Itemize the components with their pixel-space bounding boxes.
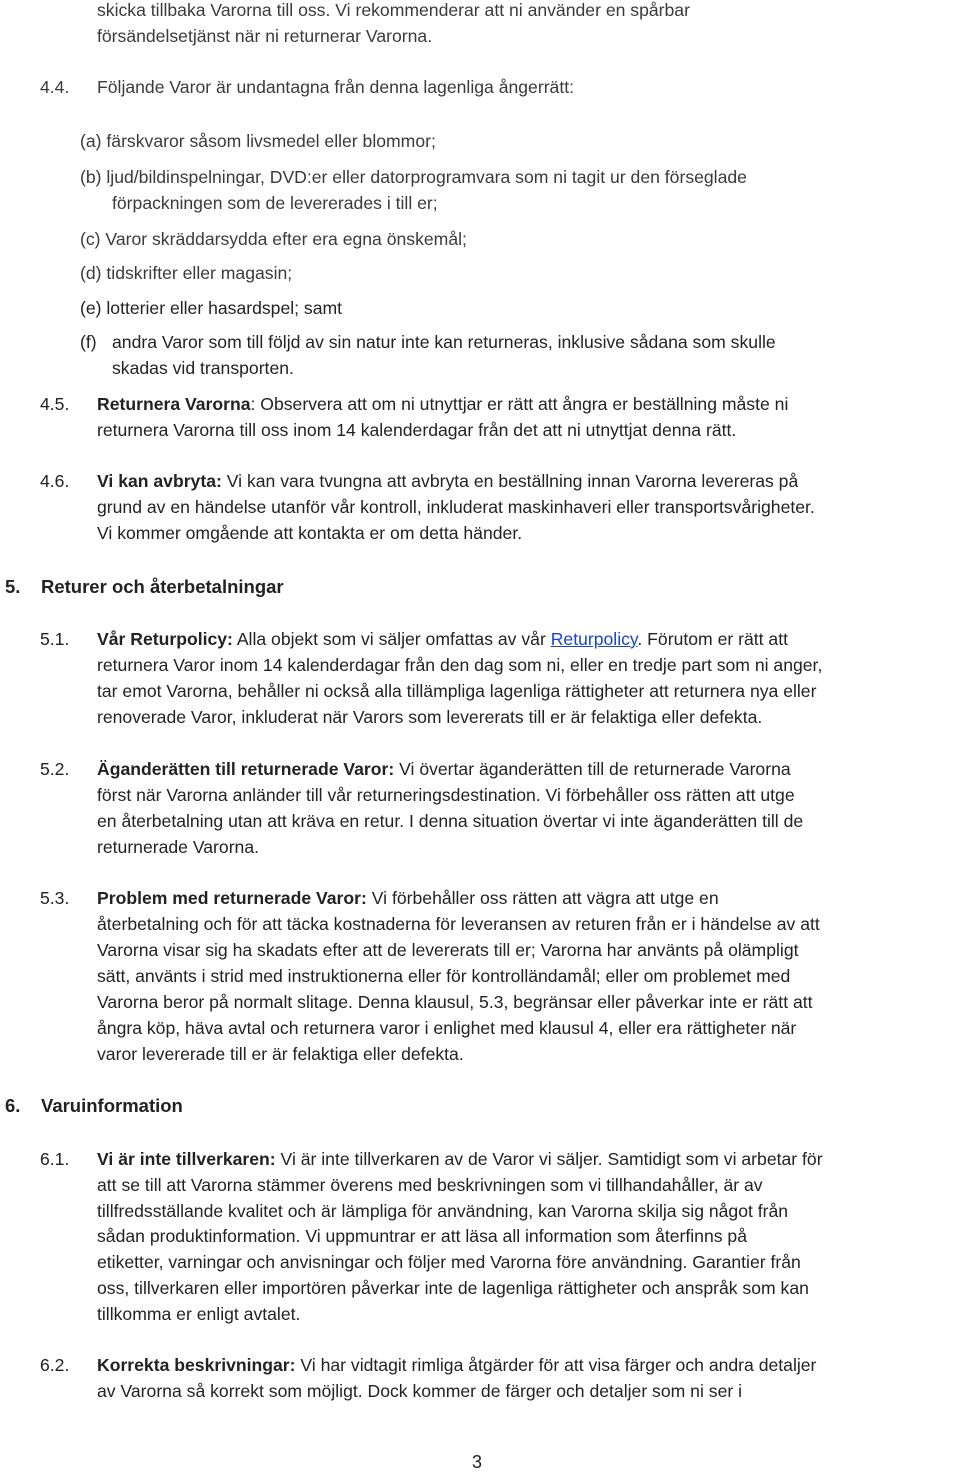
section-5-2-title: Äganderätten till returnerade Varor:	[97, 759, 395, 779]
list-item-f-line-1: andra Varor som till följd av sin natur inte kan returneras, inklusive sådana som skulle	[112, 332, 776, 352]
list-item-b-line-1: (b) ljud/bildinspelningar, DVD:er eller datorprogramvara som ni tagit ur den förseglade	[80, 167, 747, 187]
section-4-4-number: 4.4.	[40, 77, 70, 97]
section-5-1-text-1a: Alla objekt som vi säljer omfattas av vår	[232, 629, 551, 649]
section-6-1-line-6: oss, tillverkaren eller importören påverkar inte de lagenliga rättigheter och anspråk som kan	[97, 1278, 809, 1298]
section-5-3-line-5: Varorna beror på normalt slitage. Denna klausul, 5.3, begränsar eller påverkar inte er rätt att	[97, 992, 813, 1012]
section-5-1-line-1	[97, 627, 788, 653]
section-6-1-line-5: etiketter, varningar och anvisningar och följer med Varorna före användning. Garantier från	[97, 1252, 801, 1272]
page-number: 3	[472, 1452, 483, 1472]
list-item-f-label: (f)	[80, 332, 97, 352]
section-5-3-line-6: ångra köp, häva avtal och returnera varor i enlighet med klausul 4, eller era rättigheter när	[97, 1018, 797, 1038]
heading-6-number: 6.	[5, 1095, 21, 1116]
section-4-5-number: 4.5.	[40, 394, 70, 414]
section-6-2-number: 6.2.	[40, 1355, 70, 1375]
section-6-2-line-2: av Varorna så korrekt som möjligt. Dock kommer de färger och detaljer som ni ser i	[97, 1381, 743, 1401]
section-5-2-text-1: Vi övertar äganderätten till de returnerade Varorna	[394, 759, 791, 779]
section-6-1-text-1: Vi är inte tillverkaren av de Varor vi säljer. Samtidigt som vi arbetar för	[275, 1149, 823, 1169]
section-5-3-line-7: varor levererade till er är felaktiga eller defekta.	[97, 1044, 464, 1064]
section-6-2-title: Korrekta beskrivningar:	[97, 1355, 296, 1375]
heading-5-number: 5.	[5, 576, 21, 597]
section-4-6-title: Vi kan avbryta:	[97, 471, 222, 491]
section-4-4-lead: Följande Varor är undantagna från denna lagenliga ångerrätt:	[97, 77, 574, 97]
heading-6-title: Varuinformation	[41, 1095, 183, 1116]
section-5-1-text-1b: . Förutom er rätt att	[637, 629, 788, 649]
section-4-5-title: Returnera Varorna	[97, 394, 251, 414]
section-6-1-line-2: att se till att Varorna stämmer överens med beskrivningen som vi tillhandahåller, är av	[97, 1175, 763, 1195]
section-5-1-number: 5.1.	[40, 629, 70, 649]
intro-line-2: försändelsetjänst när ni returnerar Varorna.	[97, 26, 433, 46]
section-4-6-line-2: grund av en händelse utanför vår kontroll, inkluderat maskinhaveri eller transportsvårigheter.	[97, 497, 815, 517]
section-4-6-line-1	[97, 469, 798, 495]
section-6-1-title: Vi är inte tillverkaren:	[97, 1149, 276, 1169]
section-5-3-line-1	[97, 886, 719, 912]
section-6-1-line-3: tillfredsställande kvalitet och är lämpliga för användning, kan Varorna skilja sig något från	[97, 1201, 789, 1221]
section-5-2-line-4: returnerade Varorna.	[97, 837, 260, 857]
intro-line-1: skicka tillbaka Varorna till oss. Vi rekommenderar att ni använder en spårbar	[97, 0, 690, 20]
section-5-2-number: 5.2.	[40, 759, 70, 779]
section-5-1-line-3: tar emot Varorna, behåller ni också alla tillämpliga lagenliga rättigheter att returnera nya eller	[97, 681, 817, 701]
section-5-1-line-2: returnera Varor inom 14 kalenderdagar från den dag som ni, eller en tredje part som ni anger,	[97, 655, 823, 675]
section-6-1-number: 6.1.	[40, 1149, 70, 1169]
section-6-2-text-1: Vi har vidtagit rimliga åtgärder för att visa färger och andra detaljer	[295, 1355, 817, 1375]
list-item-a: (a) färskvaror såsom livsmedel eller blommor;	[80, 131, 436, 151]
section-6-1-line-7: tillkomma er enligt avtalet.	[97, 1304, 301, 1324]
section-6-1-line-4: sådan produktinformation. Vi uppmuntrar er att läsa all information som återfinns på	[97, 1226, 748, 1246]
section-5-3-line-4: sätt, använts i strid med instruktionerna eller för kontrolländamål; eller om problemet med	[97, 966, 791, 986]
section-6-2-line-1	[97, 1353, 816, 1379]
section-5-2-line-3: en återbetalning utan att kräva en retur. I denna situation övertar vi inte äganderätten till de	[97, 811, 804, 831]
list-item-f-line-2: skadas vid transporten.	[112, 358, 294, 378]
section-6-1-line-1	[97, 1147, 823, 1173]
section-5-2-line-1	[97, 757, 791, 783]
list-item-e: (e) lotterier eller hasardspel; samt	[80, 298, 343, 318]
section-5-3-text-1: Vi förbehåller oss rätten att vägra att utge en	[366, 888, 719, 908]
section-4-6-line-3: Vi kommer omgående att kontakta er om detta händer.	[97, 523, 523, 543]
section-4-5-text-1: : Observera att om ni utnyttjar er rätt att ångra er beställning måste ni	[250, 394, 789, 414]
heading-5-title: Returer och återbetalningar	[41, 576, 284, 597]
section-5-1-line-4: renoverade Varor, inkluderat när Varors som levererats till er är felaktiga eller defekta.	[97, 707, 763, 727]
section-5-3-title: Problem med returnerade Varor:	[97, 888, 367, 908]
section-4-6-number: 4.6.	[40, 471, 70, 491]
section-5-3-line-3: Varorna visar sig ha skadats efter att de levererats till er; Varorna har använts på olämpligt	[97, 940, 799, 960]
section-5-3-line-2: återbetalning och för att täcka kostnaderna för leveransen av returen från er i händelse av att	[97, 914, 820, 934]
section-5-3-number: 5.3.	[40, 888, 70, 908]
section-5-1-title: Vår Returpolicy:	[97, 629, 233, 649]
section-5-2-line-2: först när Varorna anländer till vår returneringsdestination. Vi förbehåller oss rätten att utge	[97, 785, 795, 805]
section-4-6-text-1: Vi kan vara tvungna att avbryta en beställning innan Varorna levereras på	[221, 471, 799, 491]
list-item-b-line-2: förpackningen som de levererades i till er;	[112, 193, 438, 213]
list-item-c: (c) Varor skräddarsydda efter era egna önskemål;	[80, 229, 467, 249]
returpolicy-link[interactable]: Returpolicy	[550, 629, 638, 649]
section-4-5-line-1	[97, 392, 788, 418]
section-4-5-line-2: returnera Varorna till oss inom 14 kalenderdagar från det att ni utnyttjat denna rätt.	[97, 420, 737, 440]
list-item-d: (d) tidskrifter eller magasin;	[80, 263, 293, 283]
